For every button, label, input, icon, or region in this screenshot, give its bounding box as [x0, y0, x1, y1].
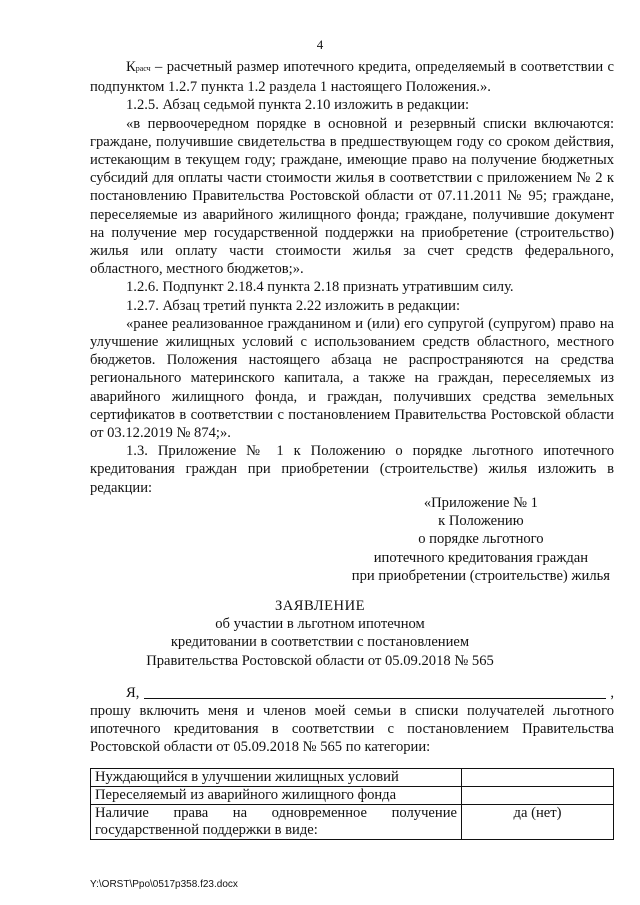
statement-line-1: об участии в льготном ипотечном [215, 616, 425, 633]
applicant-name-line [90, 684, 614, 702]
appendix-line-3: о порядке льготного [418, 531, 544, 548]
table-row [91, 805, 614, 840]
table-row [91, 769, 614, 787]
appendix-line-4: ипотечного кредитования граждан [373, 549, 589, 566]
statement-heading: ЗАЯВЛЕНИЕ [274, 598, 366, 614]
file-path-footer: Y:\ORST\Ppo\0517p358.f23.docx [90, 879, 238, 890]
paragraph-1-2-7: 1.2.7. Абзац третий пункта 2.22 изложить в редакции: [126, 297, 461, 314]
table-cell-label: Переселяемый из аварийного жилищного фонда [91, 787, 462, 805]
appendix-header [352, 494, 610, 585]
k-subscript: расч [135, 64, 151, 73]
applicant-comma: , [610, 685, 614, 701]
applicant-i-label: Я, [126, 685, 140, 701]
paragraph-1-2-5-quote: «в первоочередном порядке в основной и резервный списки включаются: граждане, получившие свидетельства в предшествующем году со сроком действия, истекающим в текущем году; граждане, имеющие право на получение бюджетных субсидий для оплаты части стоимости жилья в соответствии с приложением № 2 к постановлению Правительства Ростовской области от 07.11.2011 № 95; граждане, переселяемые из аварийного жилищного фонда; граждане, получившие документ на получение мер государственной поддержки на приобретение (строительство) жилья или оплату части стоимости жилья за счет средств федерального, областного, местного бюджетов;». [90, 115, 614, 278]
applicant-name-field[interactable] [144, 698, 606, 699]
document-body [90, 58, 614, 497]
table-cell-label: Нуждающийся в улучшении жилищных условий [91, 769, 462, 787]
appendix-line-5: при приобретении (строительстве) жилья [351, 567, 610, 584]
page-number: 4 [316, 37, 324, 52]
paragraph-k-definition [90, 58, 614, 96]
table-cell-value[interactable] [462, 769, 614, 787]
appendix-line-1: «Приложение № 1 [423, 495, 538, 511]
table-cell-label: Наличие права на одновременное получение государственной поддержки в виде: [91, 805, 462, 840]
category-table [90, 768, 614, 840]
statement-line-2: кредитовании в соответствии с постановлением [170, 634, 470, 651]
k-symbol: К [126, 59, 136, 75]
paragraph-1-2-5: 1.2.5. Абзац седьмой пункта 2.10 изложить в редакции: [126, 97, 470, 114]
applicant-request: прошу включить меня и членов моей семьи в списки получателей льготного ипотечного кредитования в соответствии с постановлением Правительства Ростовской области от 05.09.2018 № 565 по категории: [90, 703, 614, 756]
table-row [91, 787, 614, 805]
appendix-line-2: к Положению [438, 513, 524, 530]
table-cell-value[interactable]: да (нет) [462, 805, 614, 840]
table-cell-value[interactable] [462, 787, 614, 805]
paragraph-1-2-7-quote: «ранее реализованное гражданином и (или) его супругой (супругом) право на улучшение жилищных условий с использованием средств областного, местного бюджетов. Положения настоящего абзаца не распространяются на средства регионального материнского капитала, а также на граждан, переселяемых из аварийного жилищного фонда, и граждан, получивших средства земельных сертификатов в соответствии с постановлением Правительства Ростовской области от 03.12.2019 № 874;». [90, 315, 614, 442]
paragraph-1-2-6: 1.2.6. Подпункт 2.18.4 пункта 2.18 признать утратившим силу. [126, 279, 514, 296]
paragraph-1-3: 1.3. Приложение № 1 к Положению о порядке льготного ипотечного кредитования граждан при приобретении (строительстве) жилья изложить в редакции: [90, 443, 614, 496]
statement-title [0, 597, 640, 670]
statement-line-3: Правительства Ростовской области от 05.09.2018 № 565 [146, 652, 494, 669]
k-definition-text: – расчетный размер ипотечного кредита, определяемый в соответствии с подпунктом 1.2.7 пункта 1.2 раздела 1 настоящего Положения.». [90, 59, 614, 96]
